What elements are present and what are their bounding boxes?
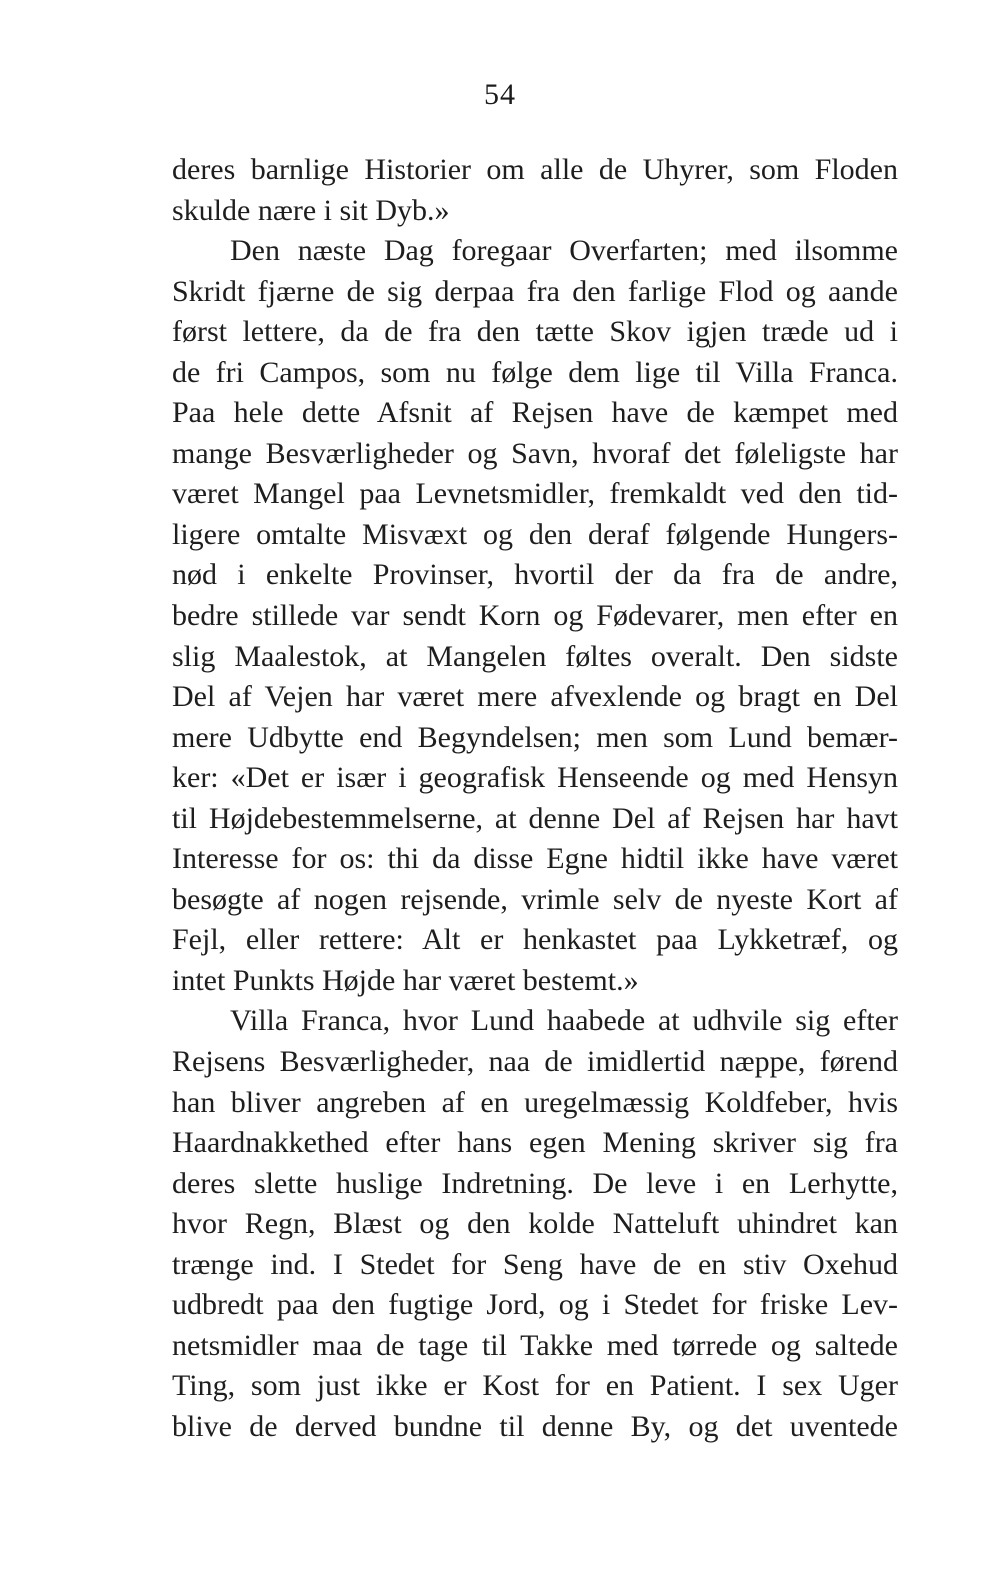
text-line: ligere omtalte Misvæxt og den deraf følgende Hungers- [172, 517, 898, 551]
text-line: Haardnakkethed efter hans egen Mening skriver sig fra [172, 1126, 898, 1160]
text-line: intet Punkts Højde har været bestemt.» [172, 963, 639, 997]
text-line: ker: «Det er især i geografisk Henseende og med Hensyn [172, 761, 898, 795]
text-line: først lettere, da de fra den tætte Skov igjen træde ud i [172, 315, 898, 349]
text-line: bedre stillede var sendt Korn og Fødevarer, men efter en [172, 599, 898, 633]
text-line: besøgte af nogen rejsende, vrimle selv de nyeste Kort af [172, 882, 898, 916]
text-line: deres slette huslige Indretning. De leve i en Lerhytte, [172, 1166, 898, 1200]
text-line: mere Udbytte end Begyndelsen; men som Lund bemær- [172, 720, 898, 754]
text-line: skulde nære i sit Dyb.» [172, 193, 450, 227]
text-line: han bliver angreben af en uregelmæssig Koldfeber, hvis [172, 1085, 898, 1119]
text-line: Interesse for os: thi da disse Egne hidtil ikke have været [172, 842, 898, 876]
text-line: nød i enkelte Provinser, hvortil der da fra de andre, [172, 558, 898, 592]
page-number: 54 [484, 78, 516, 111]
text-line: netsmidler maa de tage til Takke med tørrede og saltede [172, 1328, 898, 1362]
text-line: udbredt paa den fugtige Jord, og i Stedet for friske Lev- [172, 1288, 898, 1322]
text-line: blive de derved bundne til denne By, og det uventede [172, 1409, 898, 1443]
text-line: til Højdebestemmelserne, at denne Del af Rejsen har havt [172, 801, 898, 835]
text-line: trænge ind. I Stedet for Seng have de en stiv Oxehud [172, 1247, 898, 1281]
text-line: mange Besværligheder og Savn, hvoraf det føleligste har [172, 436, 898, 470]
text-line: Ting, som just ikke er Kost for en Patient. I sex Uger [172, 1369, 898, 1403]
text-line: Villa Franca, hvor Lund haabede at udhvile sig efter [230, 1004, 898, 1038]
text-line: hvor Regn, Blæst og den kolde Natteluft uhindret kan [172, 1207, 898, 1241]
text-line: Paa hele dette Afsnit af Rejsen have de kæmpet med [172, 396, 898, 430]
text-line: Skridt fjærne de sig derpaa fra den farlige Flod og aande [172, 274, 898, 308]
text-line: Fejl, eller rettere: Alt er henkastet paa Lykketræf, og [172, 923, 898, 957]
text-line: Rejsens Besværligheder, naa de imidlertid næppe, førend [172, 1045, 898, 1079]
text-line: slig Maalestok, at Mangelen føltes overalt. Den sidste [172, 639, 898, 673]
text-line: deres barnlige Historier om alle de Uhyrer, som Floden [172, 153, 898, 186]
text-line: Del af Vejen har været mere afvexlende og bragt en Del [172, 680, 898, 714]
body-text [172, 150, 898, 1448]
text-line: Den næste Dag foregaar Overfarten; med ilsomme [230, 234, 898, 268]
text-line: de fri Campos, som nu følge dem lige til Villa Franca. [172, 355, 898, 389]
text-line: været Mangel paa Levnetsmidler, fremkaldt ved den tid- [172, 477, 898, 511]
